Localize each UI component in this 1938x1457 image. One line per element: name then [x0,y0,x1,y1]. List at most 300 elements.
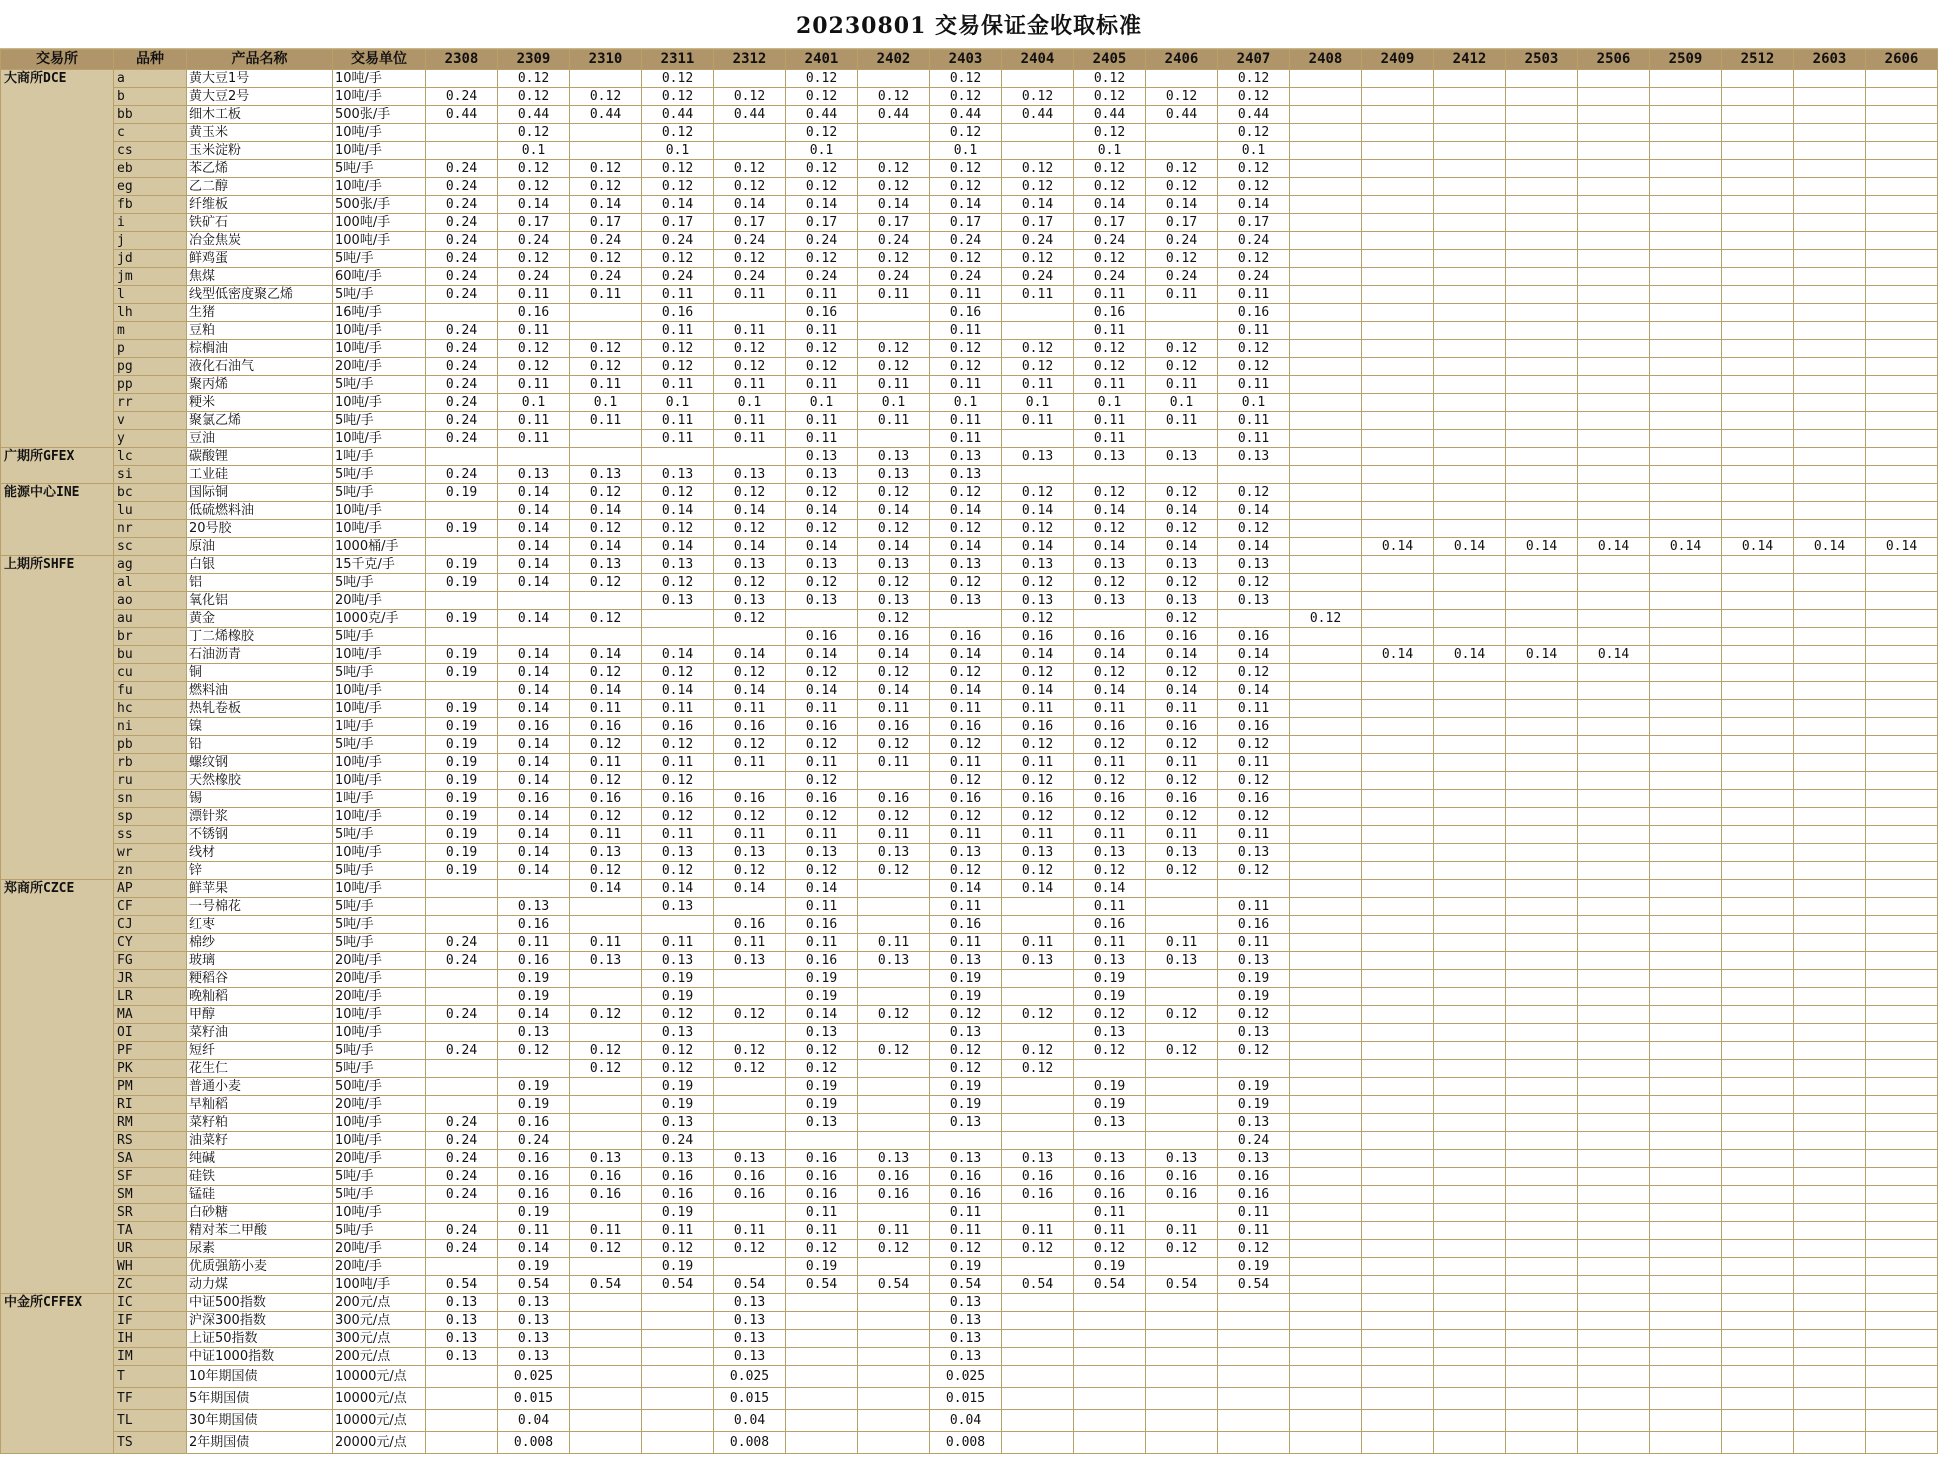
margin-value-cell [1506,1006,1578,1024]
margin-value-cell: 0.11 [1074,898,1146,916]
unit-cell: 1吨/手 [333,790,426,808]
margin-value-cell [1362,160,1434,178]
code-cell: JR [114,970,187,988]
margin-value-cell [1866,1204,1938,1222]
margin-value-cell [1722,1348,1794,1366]
margin-value-cell [1434,250,1506,268]
margin-value-cell [1650,574,1722,592]
margin-value-cell: 0.14 [570,682,642,700]
margin-value-cell [1506,1078,1578,1096]
header-month-2404: 2404 [1002,50,1074,70]
margin-value-cell: 0.12 [570,520,642,538]
product-name-cell: 铝 [187,574,333,592]
margin-value-cell: 0.14 [498,826,570,844]
margin-value-cell [1362,340,1434,358]
margin-value-cell [1722,682,1794,700]
margin-value-cell [1866,1432,1938,1454]
margin-value-cell: 0.14 [714,682,786,700]
margin-value-cell [1722,322,1794,340]
margin-value-cell [1650,232,1722,250]
margin-value-cell [1722,952,1794,970]
margin-value-cell [1290,1432,1362,1454]
margin-value-cell [1002,304,1074,322]
exchange-cell: 能源中心INE [1,484,114,556]
margin-value-cell: 0.12 [714,484,786,502]
code-cell: TA [114,1222,187,1240]
margin-value-cell [1506,1168,1578,1186]
margin-value-cell [1794,754,1866,772]
margin-value-cell: 0.11 [498,1222,570,1240]
margin-value-cell [858,1388,930,1410]
margin-value-cell [426,502,498,520]
margin-value-cell [1650,286,1722,304]
margin-value-cell [1362,556,1434,574]
margin-value-cell: 0.12 [642,88,714,106]
margin-value-cell [1578,1006,1650,1024]
margin-value-cell: 0.44 [498,106,570,124]
margin-value-cell [1218,1388,1290,1410]
margin-value-cell: 0.13 [570,466,642,484]
margin-value-cell [1290,1006,1362,1024]
margin-value-cell [1650,988,1722,1006]
margin-value-cell [1290,916,1362,934]
margin-value-cell [1218,1294,1290,1312]
margin-value-cell: 0.11 [1146,754,1218,772]
margin-value-cell [570,1132,642,1150]
product-name-cell: 低硫燃料油 [187,502,333,520]
product-name-cell: 乙二醇 [187,178,333,196]
margin-value-cell [1290,304,1362,322]
margin-value-cell: 0.1 [570,394,642,412]
margin-value-cell: 0.24 [570,232,642,250]
margin-value-cell: 0.24 [498,268,570,286]
margin-value-cell [570,124,642,142]
margin-value-cell [786,1330,858,1348]
table-row [1,520,1938,538]
margin-value-cell: 0.13 [1218,592,1290,610]
margin-value-cell [1650,916,1722,934]
margin-value-cell [1434,844,1506,862]
margin-value-cell: 0.14 [1002,538,1074,556]
margin-value-cell [1434,502,1506,520]
margin-value-cell: 0.11 [714,934,786,952]
margin-value-cell [1146,1060,1218,1078]
header-month-2407: 2407 [1218,50,1290,70]
margin-value-cell [1362,214,1434,232]
margin-value-cell [1866,754,1938,772]
product-name-cell: 菜籽油 [187,1024,333,1042]
margin-value-cell: 0.008 [498,1432,570,1454]
margin-value-cell [1506,988,1578,1006]
margin-value-cell [714,628,786,646]
margin-value-cell: 0.14 [786,502,858,520]
margin-value-cell [1650,610,1722,628]
margin-value-cell [1578,106,1650,124]
margin-value-cell: 0.16 [1002,1186,1074,1204]
margin-value-cell: 0.16 [1002,790,1074,808]
margin-value-cell [1794,214,1866,232]
margin-value-cell: 0.16 [930,790,1002,808]
margin-value-cell: 0.13 [498,1312,570,1330]
margin-value-cell [1290,1240,1362,1258]
margin-value-cell: 0.24 [642,1132,714,1150]
margin-value-cell [1722,268,1794,286]
table-row [1,286,1938,304]
margin-value-cell: 0.14 [1002,196,1074,214]
margin-value-cell: 0.13 [786,844,858,862]
margin-value-cell [1866,502,1938,520]
code-cell: bb [114,106,187,124]
margin-value-cell [570,1432,642,1454]
margin-value-cell: 0.04 [930,1410,1002,1432]
code-cell: RS [114,1132,187,1150]
margin-value-cell [1794,610,1866,628]
margin-value-cell: 0.14 [1218,538,1290,556]
margin-value-cell: 0.14 [498,754,570,772]
margin-value-cell [1578,610,1650,628]
unit-cell: 10吨/手 [333,502,426,520]
margin-value-cell [1290,718,1362,736]
table-row [1,610,1938,628]
margin-value-cell [858,1294,930,1312]
margin-value-cell [1146,1330,1218,1348]
margin-value-cell [714,1258,786,1276]
margin-value-cell: 0.12 [1218,250,1290,268]
margin-value-cell [1866,988,1938,1006]
margin-value-cell [1290,466,1362,484]
product-name-cell: 油菜籽 [187,1132,333,1150]
margin-value-cell [1650,646,1722,664]
margin-value-cell [1290,1294,1362,1312]
margin-value-cell: 0.14 [858,538,930,556]
margin-value-cell [1866,250,1938,268]
margin-value-cell [1146,988,1218,1006]
margin-value-cell: 0.12 [930,1060,1002,1078]
margin-value-cell: 0.12 [498,358,570,376]
table-row [1,502,1938,520]
margin-value-cell: 0.14 [642,196,714,214]
margin-value-cell [1506,448,1578,466]
code-cell: zn [114,862,187,880]
margin-value-cell: 0.12 [1002,160,1074,178]
margin-value-cell [1506,556,1578,574]
margin-value-cell: 0.11 [1218,754,1290,772]
margin-value-cell [1506,880,1578,898]
margin-value-cell: 0.12 [1002,1042,1074,1060]
margin-value-cell [1722,934,1794,952]
margin-value-cell: 0.11 [1218,412,1290,430]
margin-value-cell [1074,1348,1146,1366]
margin-value-cell [1578,286,1650,304]
margin-value-cell [1434,160,1506,178]
margin-value-cell [1578,250,1650,268]
margin-value-cell [426,592,498,610]
exchange-cell: 广期所GFEX [1,448,114,484]
margin-value-cell: 0.12 [642,772,714,790]
margin-value-cell [1002,1258,1074,1276]
margin-value-cell: 0.11 [930,412,1002,430]
code-cell: ZC [114,1276,187,1294]
margin-value-cell: 0.11 [1146,934,1218,952]
margin-value-cell: 0.19 [426,862,498,880]
product-name-cell: 花生仁 [187,1060,333,1078]
margin-value-cell [1506,772,1578,790]
margin-value-cell: 0.14 [1722,538,1794,556]
margin-value-cell [1866,916,1938,934]
unit-cell: 5吨/手 [333,826,426,844]
margin-value-cell: 0.12 [498,178,570,196]
margin-value-cell: 0.16 [498,952,570,970]
margin-value-cell: 0.11 [930,322,1002,340]
table-row [1,790,1938,808]
margin-value-cell: 0.44 [642,106,714,124]
margin-value-cell [1578,880,1650,898]
margin-value-cell [1650,1132,1722,1150]
margin-value-cell: 0.24 [426,268,498,286]
table-row [1,1240,1938,1258]
margin-value-cell [1650,448,1722,466]
margin-value-cell [1002,1330,1074,1348]
margin-value-cell: 0.14 [786,196,858,214]
margin-value-cell [1722,988,1794,1006]
margin-value-cell [786,1366,858,1388]
margin-value-cell [1434,1258,1506,1276]
margin-value-cell: 0.13 [786,466,858,484]
margin-value-cell [1434,592,1506,610]
margin-value-cell: 0.12 [1002,808,1074,826]
product-name-cell: 镍 [187,718,333,736]
product-name-cell: 纤维板 [187,196,333,214]
margin-value-cell: 0.16 [1146,1186,1218,1204]
margin-value-cell [1650,700,1722,718]
margin-value-cell: 0.24 [1002,232,1074,250]
margin-value-cell: 0.14 [1146,538,1218,556]
margin-value-cell [1290,340,1362,358]
margin-value-cell: 0.14 [498,844,570,862]
table-row [1,142,1938,160]
margin-value-cell [1650,1024,1722,1042]
margin-value-cell [1290,1348,1362,1366]
unit-cell: 20吨/手 [333,988,426,1006]
margin-value-cell [1290,970,1362,988]
margin-value-cell [1506,520,1578,538]
margin-value-cell: 0.19 [426,718,498,736]
margin-value-cell [1506,1042,1578,1060]
margin-value-cell: 0.13 [1074,1150,1146,1168]
margin-value-cell: 0.14 [1146,196,1218,214]
margin-value-cell: 0.24 [426,466,498,484]
margin-value-cell: 0.24 [426,160,498,178]
code-cell: FG [114,952,187,970]
margin-value-cell: 0.24 [426,358,498,376]
product-name-cell: 焦煤 [187,268,333,286]
margin-value-cell [714,304,786,322]
product-name-cell: 硅铁 [187,1168,333,1186]
margin-value-cell: 0.14 [1218,196,1290,214]
margin-value-cell: 0.13 [1074,556,1146,574]
margin-value-cell [1794,1348,1866,1366]
margin-value-cell: 0.12 [1074,124,1146,142]
margin-value-cell: 0.14 [1002,646,1074,664]
code-cell: c [114,124,187,142]
margin-value-cell [1722,916,1794,934]
margin-value-cell: 0.14 [498,196,570,214]
margin-value-cell: 0.11 [1002,826,1074,844]
unit-cell: 5吨/手 [333,286,426,304]
margin-value-cell [1434,466,1506,484]
code-cell: TS [114,1432,187,1454]
margin-value-cell [1290,358,1362,376]
margin-value-cell: 0.16 [570,1168,642,1186]
table-row [1,1432,1938,1454]
margin-value-cell: 0.11 [1218,430,1290,448]
margin-value-cell: 0.11 [642,376,714,394]
margin-value-cell [1722,1060,1794,1078]
unit-cell: 5吨/手 [333,628,426,646]
margin-value-cell: 0.11 [786,826,858,844]
margin-value-cell [1722,1410,1794,1432]
margin-value-cell: 0.14 [1866,538,1938,556]
margin-value-cell [1362,484,1434,502]
margin-value-cell: 0.54 [930,1276,1002,1294]
margin-value-cell [1362,790,1434,808]
margin-value-cell [1578,1276,1650,1294]
unit-cell: 10000元/点 [333,1388,426,1410]
margin-value-cell: 0.12 [1002,250,1074,268]
margin-value-cell [1722,1168,1794,1186]
margin-value-cell [1650,880,1722,898]
margin-value-cell [1290,1150,1362,1168]
margin-value-cell [1434,970,1506,988]
code-cell: ag [114,556,187,574]
margin-value-cell [1218,466,1290,484]
margin-value-cell: 0.19 [426,574,498,592]
product-name-cell: 黄金 [187,610,333,628]
margin-value-cell: 0.13 [930,466,1002,484]
margin-value-cell: 0.11 [642,322,714,340]
margin-value-cell: 0.13 [1002,844,1074,862]
margin-value-cell: 0.11 [1074,934,1146,952]
margin-value-cell [1434,808,1506,826]
margin-value-cell [1578,358,1650,376]
margin-value-cell: 0.16 [1146,1168,1218,1186]
unit-cell: 20吨/手 [333,358,426,376]
margin-value-cell [1290,1168,1362,1186]
margin-value-cell: 0.19 [1218,1258,1290,1276]
margin-value-cell: 0.12 [858,1240,930,1258]
exchange-cell: 中金所CFFEX [1,1294,114,1454]
product-name-cell: 燃料油 [187,682,333,700]
margin-value-cell [1866,898,1938,916]
product-name-cell: 优质强筋小麦 [187,1258,333,1276]
unit-cell: 5吨/手 [333,574,426,592]
margin-value-cell: 0.12 [642,484,714,502]
margin-value-cell [1506,430,1578,448]
table-row [1,970,1938,988]
margin-value-cell [570,1024,642,1042]
margin-value-cell: 0.11 [1074,826,1146,844]
margin-value-cell [1722,736,1794,754]
margin-value-cell [1722,106,1794,124]
margin-value-cell [1506,232,1578,250]
margin-value-cell: 0.12 [786,178,858,196]
margin-value-cell [1650,1240,1722,1258]
margin-value-cell [1866,718,1938,736]
unit-cell: 10吨/手 [333,340,426,358]
margin-value-cell [1506,736,1578,754]
margin-value-cell: 0.16 [858,628,930,646]
margin-value-cell [1866,520,1938,538]
margin-value-cell: 0.14 [498,574,570,592]
margin-value-cell [1722,826,1794,844]
margin-value-cell [1506,1410,1578,1432]
margin-value-cell: 0.12 [570,358,642,376]
margin-value-cell [1506,484,1578,502]
margin-value-cell [1578,520,1650,538]
margin-value-cell: 0.24 [1218,232,1290,250]
margin-value-cell: 0.1 [930,394,1002,412]
margin-value-cell [1578,826,1650,844]
margin-value-cell [1578,1096,1650,1114]
margin-value-cell [1722,520,1794,538]
margin-value-cell: 0.12 [570,664,642,682]
margin-value-cell: 0.11 [1218,286,1290,304]
margin-value-cell [786,1294,858,1312]
margin-value-cell: 0.14 [1002,682,1074,700]
unit-cell: 20000元/点 [333,1432,426,1454]
margin-value-cell: 0.025 [930,1366,1002,1388]
margin-table [0,49,1938,1454]
margin-value-cell: 0.54 [858,1276,930,1294]
margin-value-cell: 0.13 [1218,1024,1290,1042]
table-row [1,934,1938,952]
margin-value-cell: 0.14 [786,646,858,664]
unit-cell: 10吨/手 [333,1114,426,1132]
margin-value-cell [1578,1294,1650,1312]
margin-value-cell [1506,1258,1578,1276]
margin-value-cell: 0.24 [426,196,498,214]
margin-value-cell: 0.16 [1074,916,1146,934]
margin-value-cell: 0.12 [1146,736,1218,754]
margin-value-cell: 0.12 [642,664,714,682]
margin-value-cell: 0.12 [1074,250,1146,268]
margin-value-cell: 0.12 [642,1042,714,1060]
unit-cell: 5吨/手 [333,160,426,178]
margin-value-cell [1362,142,1434,160]
margin-value-cell [1722,808,1794,826]
margin-value-cell [1866,214,1938,232]
margin-value-cell [1146,304,1218,322]
margin-value-cell: 0.13 [1146,448,1218,466]
margin-value-cell: 0.13 [1218,952,1290,970]
header-month-2405: 2405 [1074,50,1146,70]
margin-value-cell: 0.11 [642,430,714,448]
margin-value-cell [1866,862,1938,880]
margin-value-cell: 0.12 [858,178,930,196]
margin-value-cell: 0.12 [1002,772,1074,790]
margin-value-cell: 0.12 [786,340,858,358]
margin-value-cell: 0.11 [498,412,570,430]
margin-value-cell [1578,988,1650,1006]
margin-value-cell: 0.1 [786,394,858,412]
margin-value-cell: 0.14 [498,520,570,538]
margin-value-cell [642,1312,714,1330]
margin-value-cell [426,916,498,934]
margin-value-cell [426,304,498,322]
margin-value-cell: 0.16 [642,1168,714,1186]
margin-value-cell: 0.12 [930,124,1002,142]
margin-value-cell [1146,466,1218,484]
